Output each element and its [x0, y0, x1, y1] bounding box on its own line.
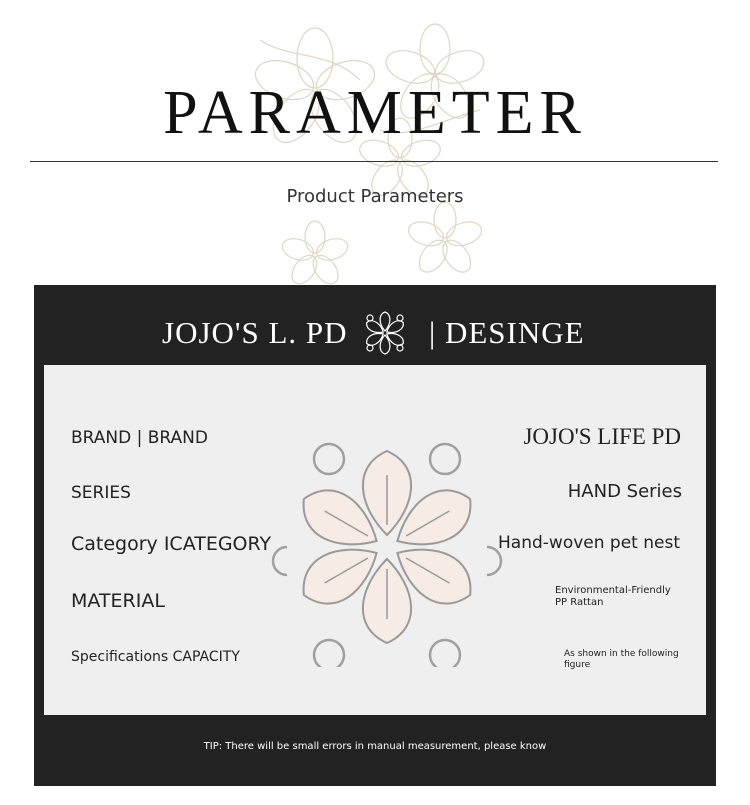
- measurement-tip: TIP: There will be small errors in manual measurement, please know: [203, 741, 547, 752]
- card-header: [34, 307, 716, 357]
- value-series: HAND Series: [567, 481, 682, 502]
- page-title: PARAMETER: [163, 79, 587, 147]
- brand-name-right: | DESINGE: [429, 315, 585, 350]
- background-flower-decoration: [220, 20, 520, 290]
- brand-name-left: JOJO'S L. PD: [162, 315, 348, 350]
- label-series: SERIES: [71, 483, 131, 503]
- label-material: MATERIAL: [71, 590, 165, 612]
- label-specifications: Specifications CAPACITY: [71, 649, 240, 665]
- value-material: Environmental-Friendly PP Rattan: [555, 585, 671, 608]
- parameter-card: [34, 285, 716, 786]
- value-brand: JOJO'S LIFE PD: [523, 424, 681, 449]
- value-category: Hand-woven pet nest: [498, 533, 680, 553]
- page-subtitle: Product Parameters: [286, 186, 464, 207]
- flower-watermark-icon: [262, 427, 512, 667]
- label-brand: BRAND | BRAND: [71, 428, 208, 448]
- value-specifications: As shown in the following figure: [564, 649, 679, 670]
- flower-ornament-icon: [361, 309, 409, 357]
- title-divider: [30, 161, 718, 162]
- label-category: Category ICATEGORY: [71, 533, 272, 555]
- parameter-panel: [44, 365, 706, 715]
